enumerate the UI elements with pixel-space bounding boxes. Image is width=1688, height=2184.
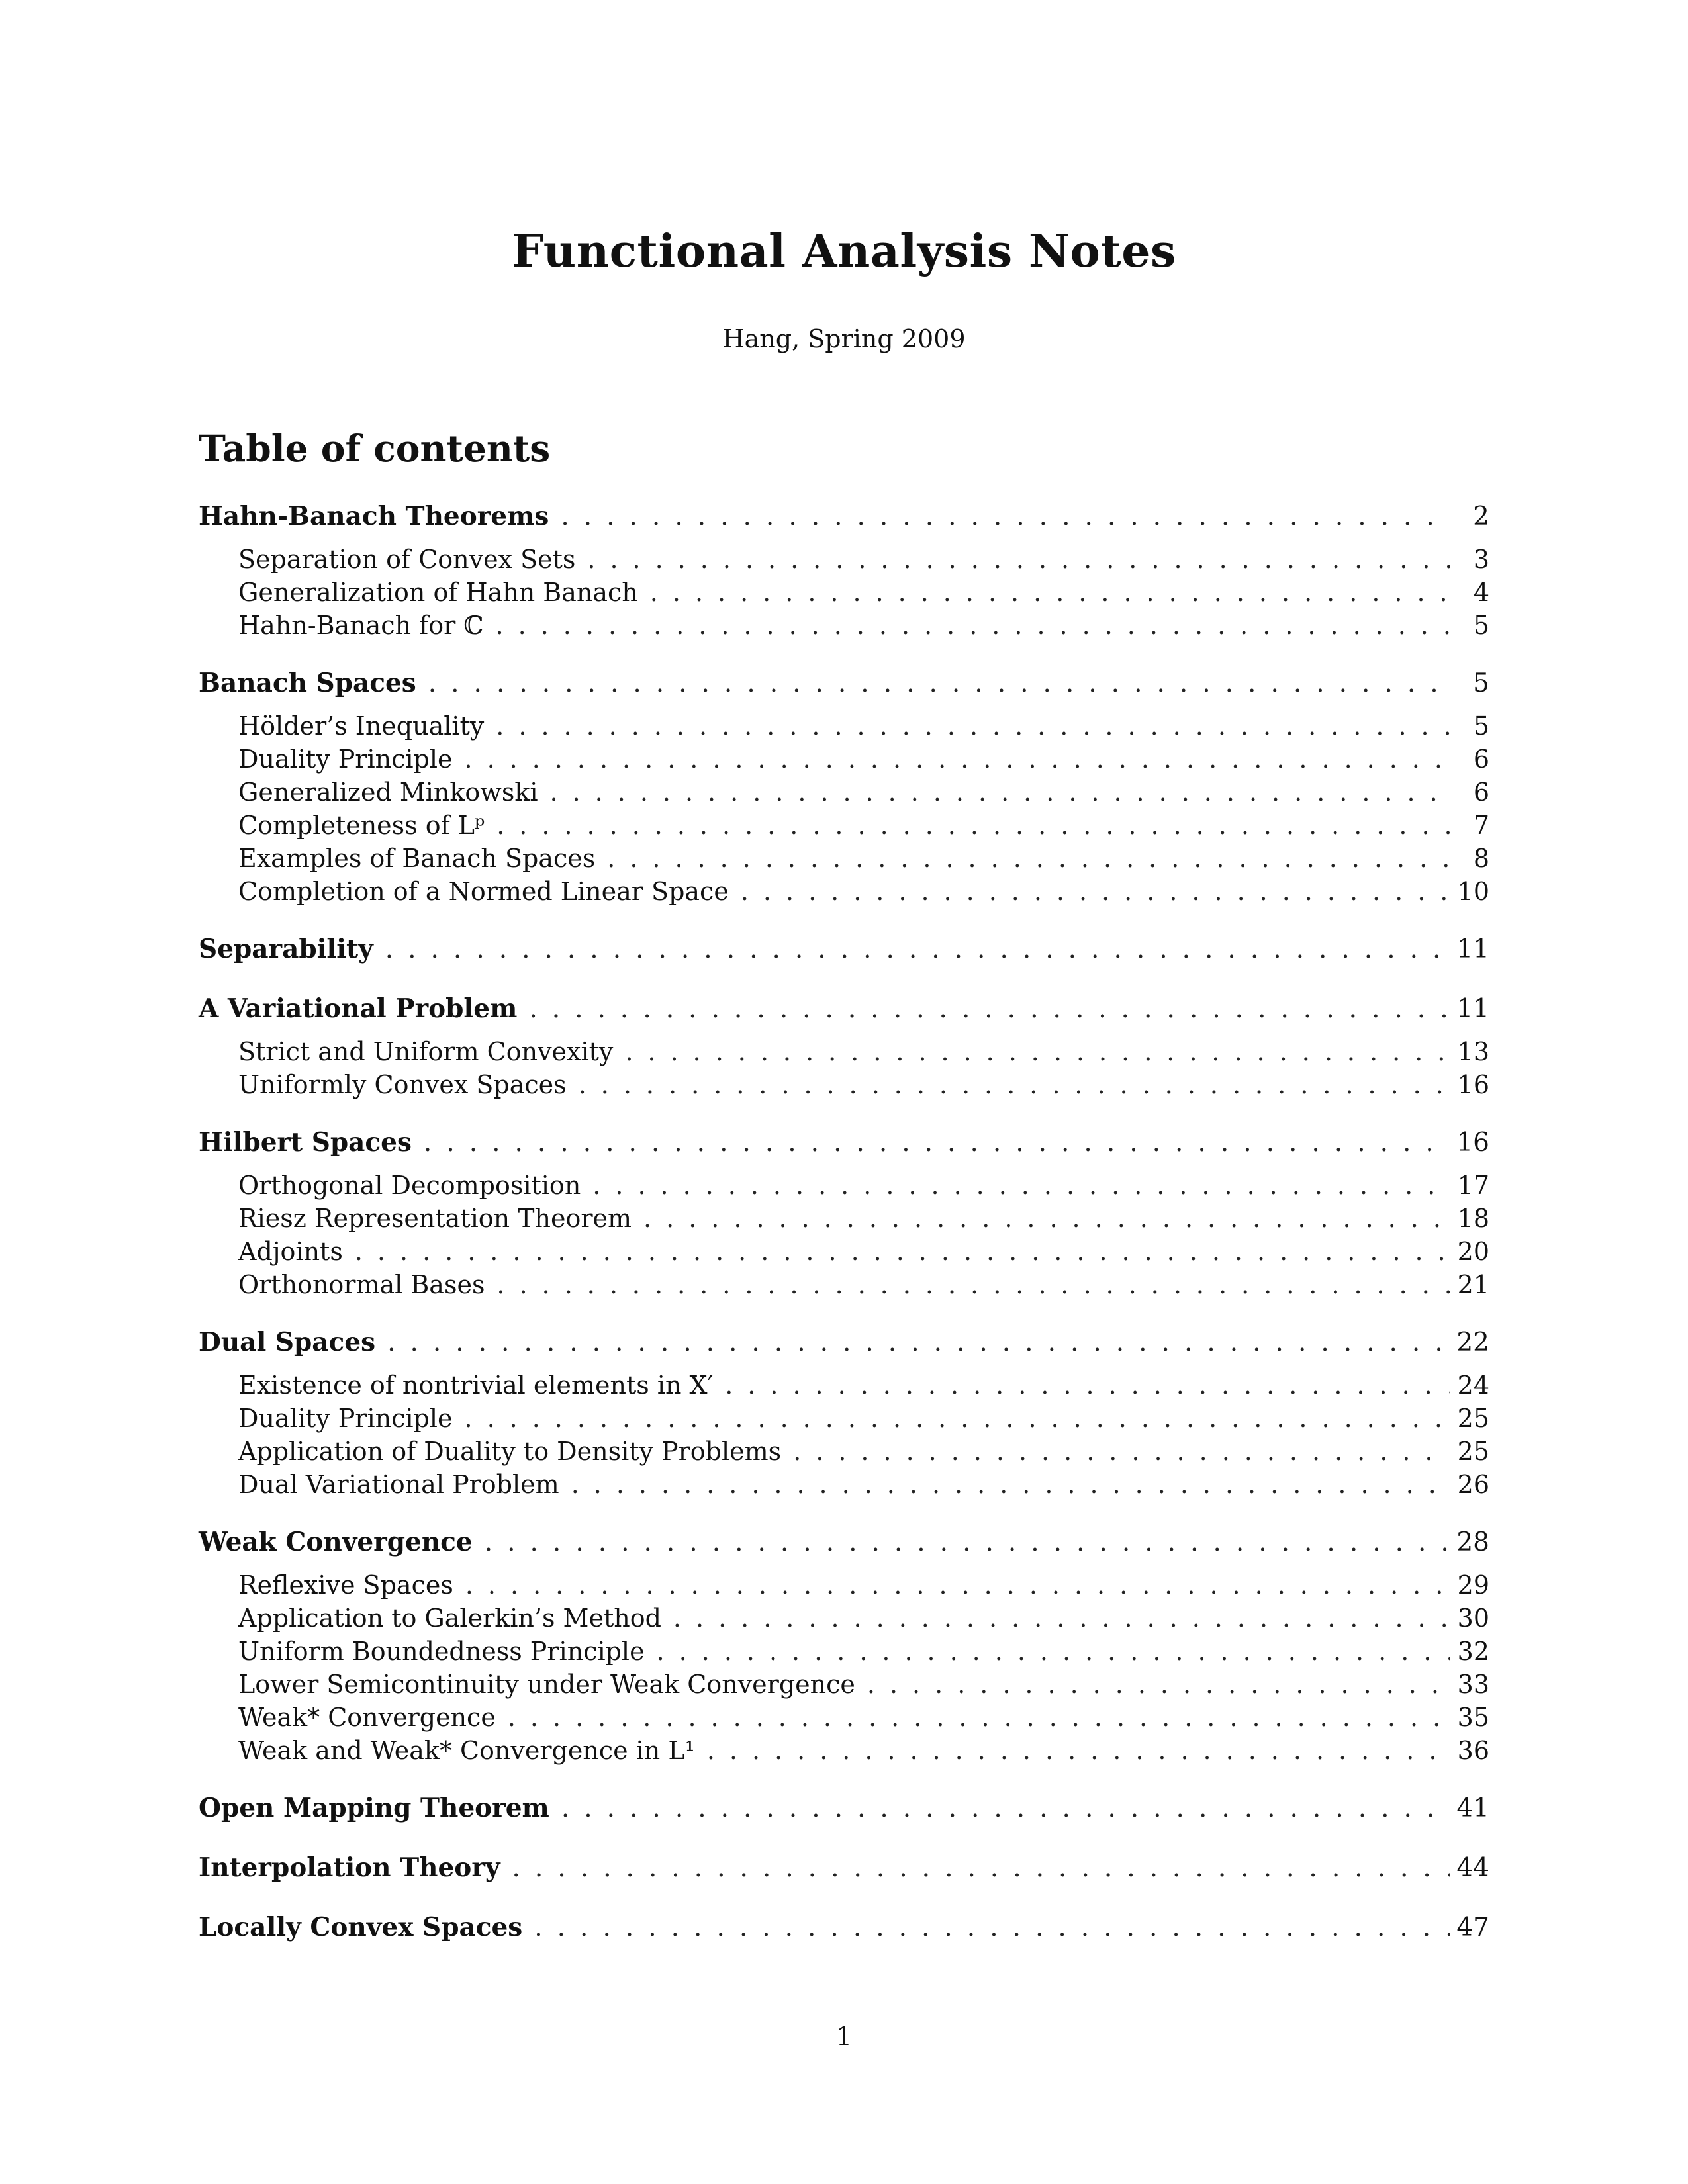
toc-subentry-page: 20 (1457, 1237, 1489, 1266)
toc-entry-sub[interactable] (199, 1701, 1489, 1734)
toc-section (199, 1124, 1489, 1301)
document-title: Functional Analysis Notes (512, 225, 1176, 278)
toc-leader-dots (508, 1701, 1450, 1734)
toc-entry-main[interactable] (199, 1909, 1489, 1946)
toc-entry-page: 11 (1456, 994, 1489, 1024)
toc-entry-main[interactable] (199, 1849, 1489, 1886)
toc-entry-page: 11 (1456, 934, 1489, 964)
toc-entry-sub[interactable] (199, 1202, 1489, 1235)
toc-entry-sub[interactable] (199, 875, 1489, 908)
toc-leader-dots (579, 1068, 1450, 1101)
toc-leader-dots (643, 1202, 1450, 1235)
toc-subentry-title: Orthonormal Bases (238, 1270, 485, 1299)
toc-leader-dots (464, 1402, 1450, 1435)
toc-leader-dots (561, 498, 1450, 535)
toc-entry-main[interactable] (199, 1524, 1489, 1561)
toc-entry-page: 16 (1456, 1128, 1489, 1158)
document-author-date: Hang, Spring 2009 (722, 324, 966, 353)
toc-section (199, 1790, 1489, 1827)
toc-subentry-page: 24 (1457, 1371, 1489, 1400)
toc-subentry-title: Generalization of Hahn Banach (238, 578, 638, 607)
toc-leader-dots (496, 1268, 1450, 1301)
toc-leader-dots (424, 1124, 1450, 1161)
toc-subentry-page: 21 (1457, 1270, 1489, 1299)
toc-subentry-page: 18 (1457, 1204, 1489, 1233)
toc-entry-page: 2 (1473, 502, 1489, 531)
toc-subentry-page: 8 (1473, 844, 1489, 873)
toc-entry-title: Dual Spaces (199, 1327, 376, 1357)
toc-leader-dots (534, 1909, 1450, 1946)
toc-leader-dots (428, 665, 1450, 702)
toc-entry-page: 5 (1473, 668, 1489, 698)
toc-subentry-page: 29 (1457, 1570, 1489, 1600)
toc-subentry-title: Weak and Weak* Convergence in L¹ (238, 1736, 695, 1765)
toc-subentry-title: Adjoints (238, 1237, 343, 1266)
toc-entry-sub[interactable] (199, 1035, 1489, 1068)
toc-leader-dots (707, 1734, 1450, 1767)
toc-subsection-list (199, 1035, 1489, 1101)
toc-subentry-page: 35 (1457, 1703, 1489, 1732)
toc-subentry-page: 10 (1457, 877, 1489, 906)
toc-section (199, 498, 1489, 642)
toc-leader-dots (867, 1668, 1450, 1701)
toc-subentry-page: 32 (1457, 1637, 1489, 1666)
toc-entry-sub[interactable] (199, 809, 1489, 842)
toc-leader-dots (673, 1602, 1450, 1635)
toc-entry-sub[interactable] (199, 776, 1489, 809)
toc-subsection-list (199, 1169, 1489, 1301)
toc-entry-sub[interactable] (199, 1169, 1489, 1202)
toc-entry-sub[interactable] (199, 1569, 1489, 1602)
toc-leader-dots (793, 1435, 1450, 1468)
toc-subentry-page: 13 (1457, 1037, 1489, 1066)
toc-entry-sub[interactable] (199, 1268, 1489, 1301)
toc-leader-dots (385, 931, 1450, 968)
toc-entry-sub[interactable] (199, 1668, 1489, 1701)
toc-subentry-title: Duality Principle (238, 1404, 453, 1433)
toc-entry-main[interactable] (199, 498, 1489, 535)
toc-subentry-title: Completion of a Normed Linear Space (238, 877, 729, 906)
toc-section (199, 1849, 1489, 1886)
table-of-contents (199, 498, 1489, 1968)
toc-subentry-page: 7 (1473, 811, 1489, 840)
toc-entry-sub[interactable] (199, 1369, 1489, 1402)
toc-subentry-title: Strict and Uniform Convexity (238, 1037, 614, 1066)
toc-leader-dots (625, 1035, 1450, 1068)
toc-entry-page: 44 (1456, 1853, 1489, 1883)
toc-leader-dots (657, 1635, 1450, 1668)
toc-subentry-title: Hahn-Banach for ℂ (238, 611, 484, 640)
toc-heading: Table of contents (199, 427, 551, 470)
toc-subentry-page: 33 (1457, 1670, 1489, 1699)
toc-subentry-title: Weak* Convergence (238, 1703, 496, 1732)
toc-entry-title: Weak Convergence (199, 1527, 473, 1557)
toc-leader-dots (741, 875, 1450, 908)
toc-subentry-title: Hölder’s Inequality (238, 711, 485, 741)
toc-subentry-title: Generalized Minkowski (238, 778, 538, 807)
toc-entry-title: Locally Convex Spaces (199, 1912, 523, 1942)
toc-subentry-title: Existence of nontrivial elements in X′ (238, 1371, 714, 1400)
toc-leader-dots (650, 576, 1450, 609)
toc-leader-dots (592, 1169, 1450, 1202)
toc-entry-title: Open Mapping Theorem (199, 1793, 549, 1823)
toc-subentry-page: 3 (1473, 545, 1489, 574)
toc-entry-main[interactable] (199, 1324, 1489, 1361)
toc-subentry-title: Orthogonal Decomposition (238, 1171, 581, 1200)
toc-subsection-list (199, 709, 1489, 908)
toc-subsection-list (199, 1569, 1489, 1767)
toc-subentry-title: Uniform Boundedness Principle (238, 1637, 645, 1666)
toc-subentry-page: 5 (1473, 611, 1489, 640)
toc-entry-page: 41 (1456, 1794, 1489, 1823)
toc-section (199, 1909, 1489, 1946)
toc-subentry-title: Lower Semicontinuity under Weak Convergence (238, 1670, 855, 1699)
toc-entry-title: Interpolation Theory (199, 1852, 500, 1883)
toc-entry-sub[interactable] (199, 576, 1489, 609)
toc-subentry-page: 25 (1457, 1404, 1489, 1433)
toc-leader-dots (496, 609, 1450, 642)
toc-entry-sub[interactable] (199, 743, 1489, 776)
toc-subentry-page: 30 (1457, 1604, 1489, 1633)
toc-entry-sub[interactable] (199, 1235, 1489, 1268)
toc-leader-dots (465, 1569, 1450, 1602)
toc-section (199, 664, 1489, 908)
toc-entry-sub[interactable] (199, 1435, 1489, 1468)
toc-leader-dots (725, 1369, 1450, 1402)
toc-entry-title: Banach Spaces (199, 668, 416, 698)
toc-subentry-title: Reflexive Spaces (238, 1570, 453, 1600)
toc-leader-dots (496, 809, 1450, 842)
toc-leader-dots (571, 1468, 1450, 1501)
toc-subentry-page: 4 (1473, 578, 1489, 607)
toc-entry-sub[interactable] (199, 709, 1489, 743)
toc-leader-dots (587, 543, 1450, 576)
toc-section (199, 1324, 1489, 1501)
toc-subentry-page: 36 (1457, 1736, 1489, 1765)
toc-subsection-list (199, 1369, 1489, 1501)
toc-entry-sub[interactable] (199, 1635, 1489, 1668)
toc-subentry-page: 25 (1457, 1437, 1489, 1466)
toc-subentry-page: 5 (1473, 711, 1489, 741)
toc-leader-dots (607, 842, 1450, 875)
toc-entry-sub[interactable] (199, 543, 1489, 576)
toc-section (199, 990, 1489, 1101)
toc-entry-sub[interactable] (199, 1602, 1489, 1635)
toc-subentry-title: Riesz Representation Theorem (238, 1204, 632, 1233)
toc-entry-sub[interactable] (199, 842, 1489, 875)
toc-entry-title: Hilbert Spaces (199, 1127, 412, 1158)
toc-subentry-title: Examples of Banach Spaces (238, 844, 596, 873)
page-number: 1 (835, 2022, 853, 2051)
toc-section (199, 931, 1489, 968)
toc-subentry-title: Separation of Convex Sets (238, 545, 576, 574)
toc-entry-main[interactable] (199, 1124, 1489, 1161)
toc-entry-title: Separability (199, 934, 373, 964)
toc-subentry-page: 16 (1457, 1070, 1489, 1099)
toc-subsection-list (199, 543, 1489, 642)
toc-entry-main[interactable] (199, 1790, 1489, 1827)
toc-subentry-page: 26 (1457, 1470, 1489, 1499)
toc-entry-sub[interactable] (199, 1402, 1489, 1435)
toc-subentry-title: Uniformly Convex Spaces (238, 1070, 567, 1099)
toc-entry-sub[interactable] (199, 1734, 1489, 1767)
toc-subentry-title: Duality Principle (238, 745, 453, 774)
toc-subentry-title: Application of Duality to Density Problems (238, 1437, 782, 1466)
toc-leader-dots (387, 1324, 1450, 1361)
toc-subentry-page: 17 (1457, 1171, 1489, 1200)
toc-leader-dots (355, 1235, 1450, 1268)
toc-entry-main[interactable] (199, 664, 1489, 702)
toc-leader-dots (512, 1850, 1450, 1887)
toc-entry-page: 22 (1456, 1328, 1489, 1357)
toc-entry-title: A Variational Problem (199, 993, 518, 1024)
toc-subentry-title: Dual Variational Problem (238, 1470, 559, 1499)
toc-leader-dots (464, 743, 1450, 776)
toc-entry-sub[interactable] (199, 1068, 1489, 1101)
toc-entry-sub[interactable] (199, 609, 1489, 642)
toc-subentry-page: 6 (1473, 778, 1489, 807)
toc-entry-main[interactable] (199, 931, 1489, 968)
toc-subentry-title: Completeness of Lᵖ (238, 811, 485, 840)
toc-entry-main[interactable] (199, 990, 1489, 1027)
toc-leader-dots (561, 1790, 1450, 1827)
toc-leader-dots (496, 709, 1450, 743)
toc-entry-page: 47 (1456, 1913, 1489, 1942)
toc-leader-dots (529, 991, 1450, 1028)
toc-entry-title: Hahn-Banach Theorems (199, 501, 549, 531)
toc-entry-sub[interactable] (199, 1468, 1489, 1501)
toc-subentry-page: 6 (1473, 745, 1489, 774)
toc-leader-dots (485, 1524, 1450, 1561)
toc-entry-page: 28 (1456, 1527, 1489, 1557)
toc-section (199, 1524, 1489, 1767)
toc-leader-dots (550, 776, 1450, 809)
toc-subentry-title: Application to Galerkin’s Method (238, 1604, 661, 1633)
